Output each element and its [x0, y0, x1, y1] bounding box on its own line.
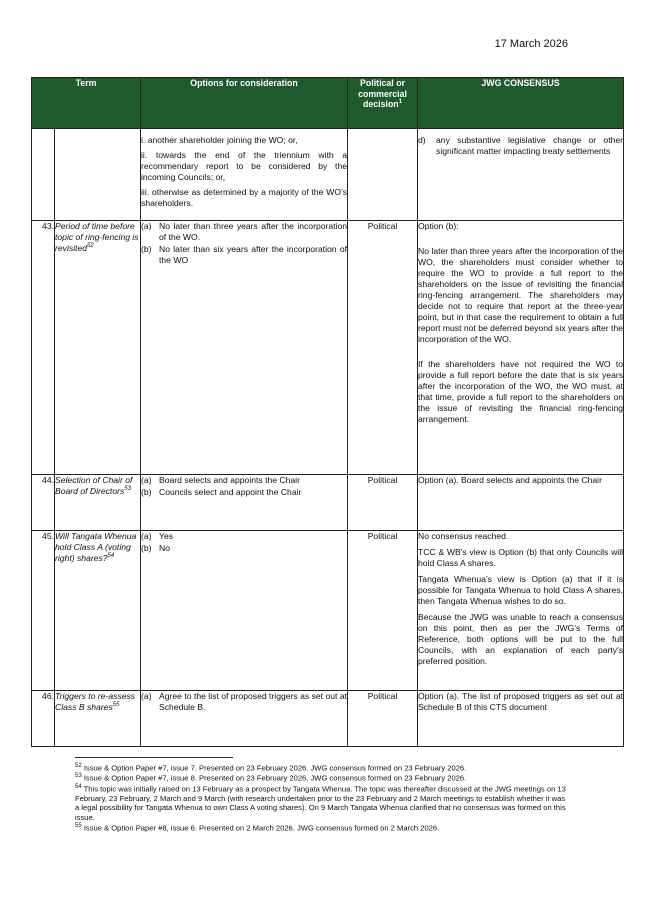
row-jwg-consensus: [418, 129, 624, 221]
row-decision: Political: [348, 691, 418, 747]
table-row-continued: [32, 129, 624, 221]
footnote: $^{52}$ Issue & Option Paper #7, issue 7. Presented on 23 February 2026. JWG consensus formed on 23 February 2026.: [75, 763, 467, 773]
row-jwg-consensus: Option (a). The list of proposed triggers as set out at Schedule B of this CTS document: [418, 691, 624, 747]
option-item: iii. otherwise as determined by a majority of the WO's shareholders.: [141, 187, 348, 208]
header-political: Political or commercial decision$^1$: [348, 78, 418, 129]
table-row: [32, 221, 624, 475]
row-term: Triggers to re-assess Class B shares$^{55}$: [55, 691, 141, 747]
row-number: 45.: [32, 531, 55, 691]
footnote: $^{55}$ Issue & Option Paper #8, issue 6. Presented on 2 March 2026. JWG consensus formed on 2 March 2026.: [75, 822, 440, 833]
document-date: 17 March 2026: [494, 38, 568, 50]
row-options: (a) Agree to the list of proposed triggers as set out at Schedule B.: [141, 691, 348, 747]
table-row: [32, 691, 624, 747]
table-row: [32, 475, 624, 531]
row-options: (a) Board selects and appoints the Chair (b) Councils select and appoint the Chair: [141, 475, 348, 531]
item-label: d): [418, 135, 426, 145]
row-number: 44.: [32, 475, 55, 531]
item-text: any substantive legislative change or other significant matter impacting treaty settlements: [436, 135, 624, 156]
table-row: [32, 531, 624, 691]
row-number: [32, 129, 55, 221]
row-term: Will Tangata Whenua hold Class A (voting right) shares?$^{54}$: [55, 531, 141, 691]
row-decision: Political: [348, 475, 418, 531]
row-jwg-consensus: Option (a). Board selects and appoints the Chair: [418, 475, 624, 531]
header-options: Options for consideration: [141, 78, 348, 129]
header-jwg-consensus: JWG CONSENSUS: [418, 78, 624, 129]
row-decision: Political: [348, 531, 418, 691]
row-term: Selection of Chair of Board of Directors$^{53}$: [55, 475, 141, 531]
footnote-divider: [75, 757, 233, 758]
row-options: (a) Yes (b) No: [141, 531, 348, 691]
row-number: 43.: [32, 221, 55, 475]
row-term: Period of time before topic of ring-fencing is revisited$^{52}$: [55, 221, 141, 475]
row-jwg-consensus: No consensus reached. TCC & WB's view is Option (b) that only Councils will hold Class A shares. Tangata Whenua's view is Option (a) that if it is possible for Tangata Whenua to hold Class A shares, then Tangata Whenua wishes to do so. Because the JWG was unable to reach a consensus on this point, then as per the JWG's Terms of Reference, both options will be put to the full Councils, with an explanation of each party's preferred position.: [418, 531, 624, 691]
row-jwg-consensus: Option (b): No later than three years after the incorporation of the WO, the shareholders must consider whether to require the WO to provide a full report to the shareholders on the issue of revisiting the financial ring-fencing arrangement. The shareholders may decide not to require that report at the three-year point, but in that case the requirement to obtain a full report must not be deferred beyond six years after the incorporation of the WO. If the shareholders have not required the WO to provide a full report before the date that is six years after the incorporation of the WO, the WO must, at that time, provide a full report to the shareholders on the issue of revisiting the financial ring-fencing arrangement.: [418, 221, 624, 475]
option-item: ii. towards the end of the triennium with a recommendary report to be considered by the incoming Councils; or,: [141, 150, 348, 182]
footnote: $^{54}$ This topic was initially raised on 13 February as a prospect by Tangata Whenua. The topic was thereafter discussed at the JWG meetings on 13 February, 23 February, 2 March and 9 March (with research undertaken prior to the 23 February and 2 March meetings to establish whether it was a legal possibility for Tangata Whenua to own Class A voting shares). On 9 March Tangata Whenua clarified that no consensus was formed on this issue.: [75, 783, 566, 823]
footnote: $^{53}$ Issue & Option Paper #7, issue 8. Presented on 23 February 2026. JWG consensus formed on 23 February 2026.: [75, 773, 467, 783]
row-decision: [348, 129, 418, 221]
option-item: i. another shareholder joining the WO; or,: [141, 135, 298, 145]
row-decision: Political: [348, 221, 418, 475]
row-options: (a) No later than three years after the incorporation of the WO. (b) No later than six years after the incorporation of the WO: [141, 221, 348, 475]
footnotes: [75, 763, 571, 833]
header-term: Term: [32, 78, 141, 129]
cts-table: [31, 77, 624, 747]
row-number: 46.: [32, 691, 55, 747]
table-header-row: [32, 78, 624, 129]
row-options: [141, 129, 348, 221]
row-term: [55, 129, 141, 221]
